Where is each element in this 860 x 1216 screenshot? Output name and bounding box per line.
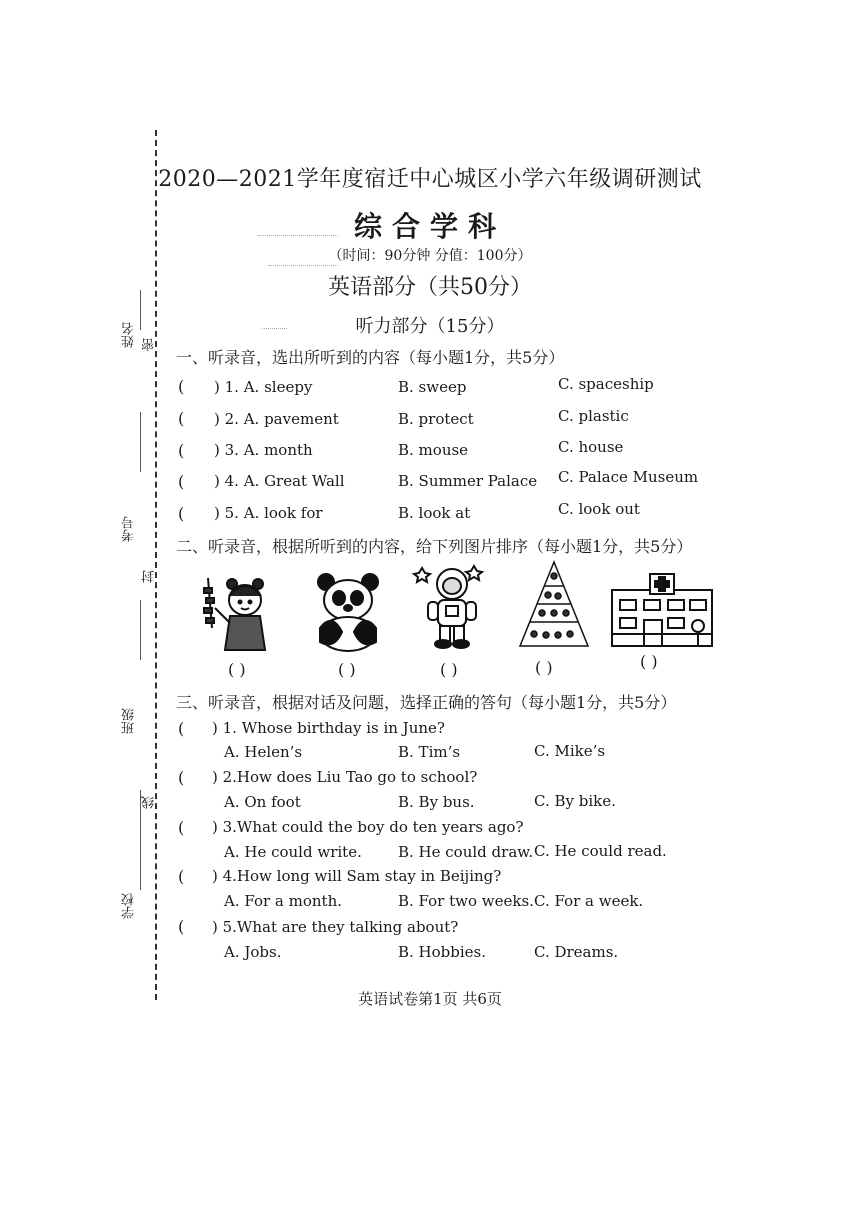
s3-q1-question: ) 1. Whose birthday is in June?	[212, 719, 445, 737]
s3-q4-question: ) 4.How long will Sam stay in Beijing?	[212, 867, 502, 885]
s3-q1-a: A. Helen’s	[224, 743, 303, 761]
sidebar-school-line	[140, 790, 141, 890]
s3-q4-c: C. For a week.	[534, 892, 644, 910]
astronaut-picture	[412, 562, 492, 650]
s1-q5-a: ) 5. A. look for	[214, 504, 323, 522]
answer-paren: (	[178, 441, 185, 460]
s3-q2-question: ) 2.How does Liu Tao go to school?	[212, 768, 478, 786]
s1-q3-c: C. house	[558, 438, 624, 456]
answer-paren: (	[178, 917, 185, 936]
panda-picture	[312, 572, 384, 652]
sidebar-mi: 密	[142, 338, 157, 351]
s3-q3-c: C. He could read.	[534, 842, 667, 860]
answer-paren: (	[178, 867, 185, 886]
s1-q4-a: ) 4. A. Great Wall	[214, 472, 345, 490]
picture-answer-blank[interactable]: ( )	[535, 658, 553, 677]
s1-q1-a: ) 1. A. sleepy	[214, 378, 313, 396]
s3-q4-b: B. For two weeks.	[398, 892, 534, 910]
food-pyramid-picture	[518, 558, 590, 650]
sidebar-feng: 封	[142, 570, 157, 583]
s3-q1-c: C. Mike’s	[534, 742, 606, 760]
answer-paren: (	[178, 818, 185, 837]
answer-paren: (	[178, 377, 185, 396]
picture-answer-blank[interactable]: ( )	[338, 660, 356, 679]
s1-q3-a: ) 3. A. month	[214, 441, 313, 459]
s3-q5-b: B. Hobbies.	[398, 943, 487, 961]
picture-answer-blank[interactable]: ( )	[440, 660, 458, 679]
sidebar-class-label: 班级	[122, 708, 137, 734]
s1-q5-c: C. look out	[558, 500, 640, 518]
s3-q3-b: B. He could draw.	[398, 843, 534, 861]
s3-q5-a: A. Jobs.	[224, 943, 282, 961]
sidebar-line-3	[140, 600, 141, 660]
exam-info: （时间：90分钟 分值：100分）	[328, 248, 532, 264]
s1-q2-a: ) 2. A. pavement	[214, 410, 339, 428]
sidebar-name-label: 姓名	[122, 322, 137, 348]
picture-answer-blank[interactable]: ( )	[228, 660, 246, 679]
section1-heading: 一、听录音，选出所听到的内容（每小题1分，共5分）	[176, 348, 565, 367]
s3-q3-question: ) 3.What could the boy do ten years ago?	[212, 818, 524, 836]
s1-q1-b: B. sweep	[398, 378, 467, 396]
s1-q4-b: B. Summer Palace	[398, 472, 538, 490]
part-title: 英语部分（共50分）	[328, 275, 532, 300]
s3-q2-a: A. On foot	[224, 793, 301, 811]
s3-q2-b: B. By bus.	[398, 793, 475, 811]
listening-title: 听力部分（15分）	[355, 316, 505, 337]
s1-q4-c: C. Palace Museum	[558, 468, 699, 486]
section3-heading: 三、听录音，根据对话及问题，选择正确的答句（每小题1分，共5分）	[176, 693, 677, 712]
picture-answer-blank[interactable]: ( )	[640, 652, 658, 671]
s1-q2-c: C. plastic	[558, 407, 629, 425]
hospital-picture	[610, 572, 714, 648]
scan-dots	[268, 265, 338, 266]
answer-paren: (	[178, 719, 185, 738]
s3-q3-a: A. He could write.	[224, 843, 362, 861]
s1-q2-b: B. protect	[398, 410, 474, 428]
sidebar-xian: 线	[142, 796, 157, 809]
s1-q3-b: B. mouse	[398, 441, 469, 459]
s3-q2-c: C. By bike.	[534, 792, 616, 810]
answer-paren: (	[178, 768, 185, 787]
s3-q5-question: ) 5.What are they talking about?	[212, 918, 459, 936]
subject-title: 综合学科	[353, 210, 506, 243]
girl-firecrackers-picture	[200, 568, 275, 653]
s3-q5-c: C. Dreams.	[534, 943, 619, 961]
s1-q1-c: C. spaceship	[558, 375, 654, 393]
sidebar-school-label: 学校	[122, 893, 137, 919]
s1-q5-b: B. look at	[398, 504, 471, 522]
answer-paren: (	[178, 504, 185, 523]
sidebar-exam-no-label: 考号	[122, 516, 137, 542]
exam-title: 2020—2021学年度宿迁中心城区小学六年级调研测试	[158, 167, 702, 192]
answer-paren: (	[178, 472, 185, 491]
section2-heading: 二、听录音，根据所听到的内容，给下列图片排序（每小题1分，共5分）	[176, 537, 693, 556]
s3-q1-b: B. Tim’s	[398, 743, 461, 761]
page-footer: 英语试卷第1页 共6页	[358, 990, 502, 1008]
answer-paren: (	[178, 409, 185, 428]
sidebar-line-2	[140, 412, 141, 472]
s3-q4-a: A. For a month.	[224, 892, 343, 910]
